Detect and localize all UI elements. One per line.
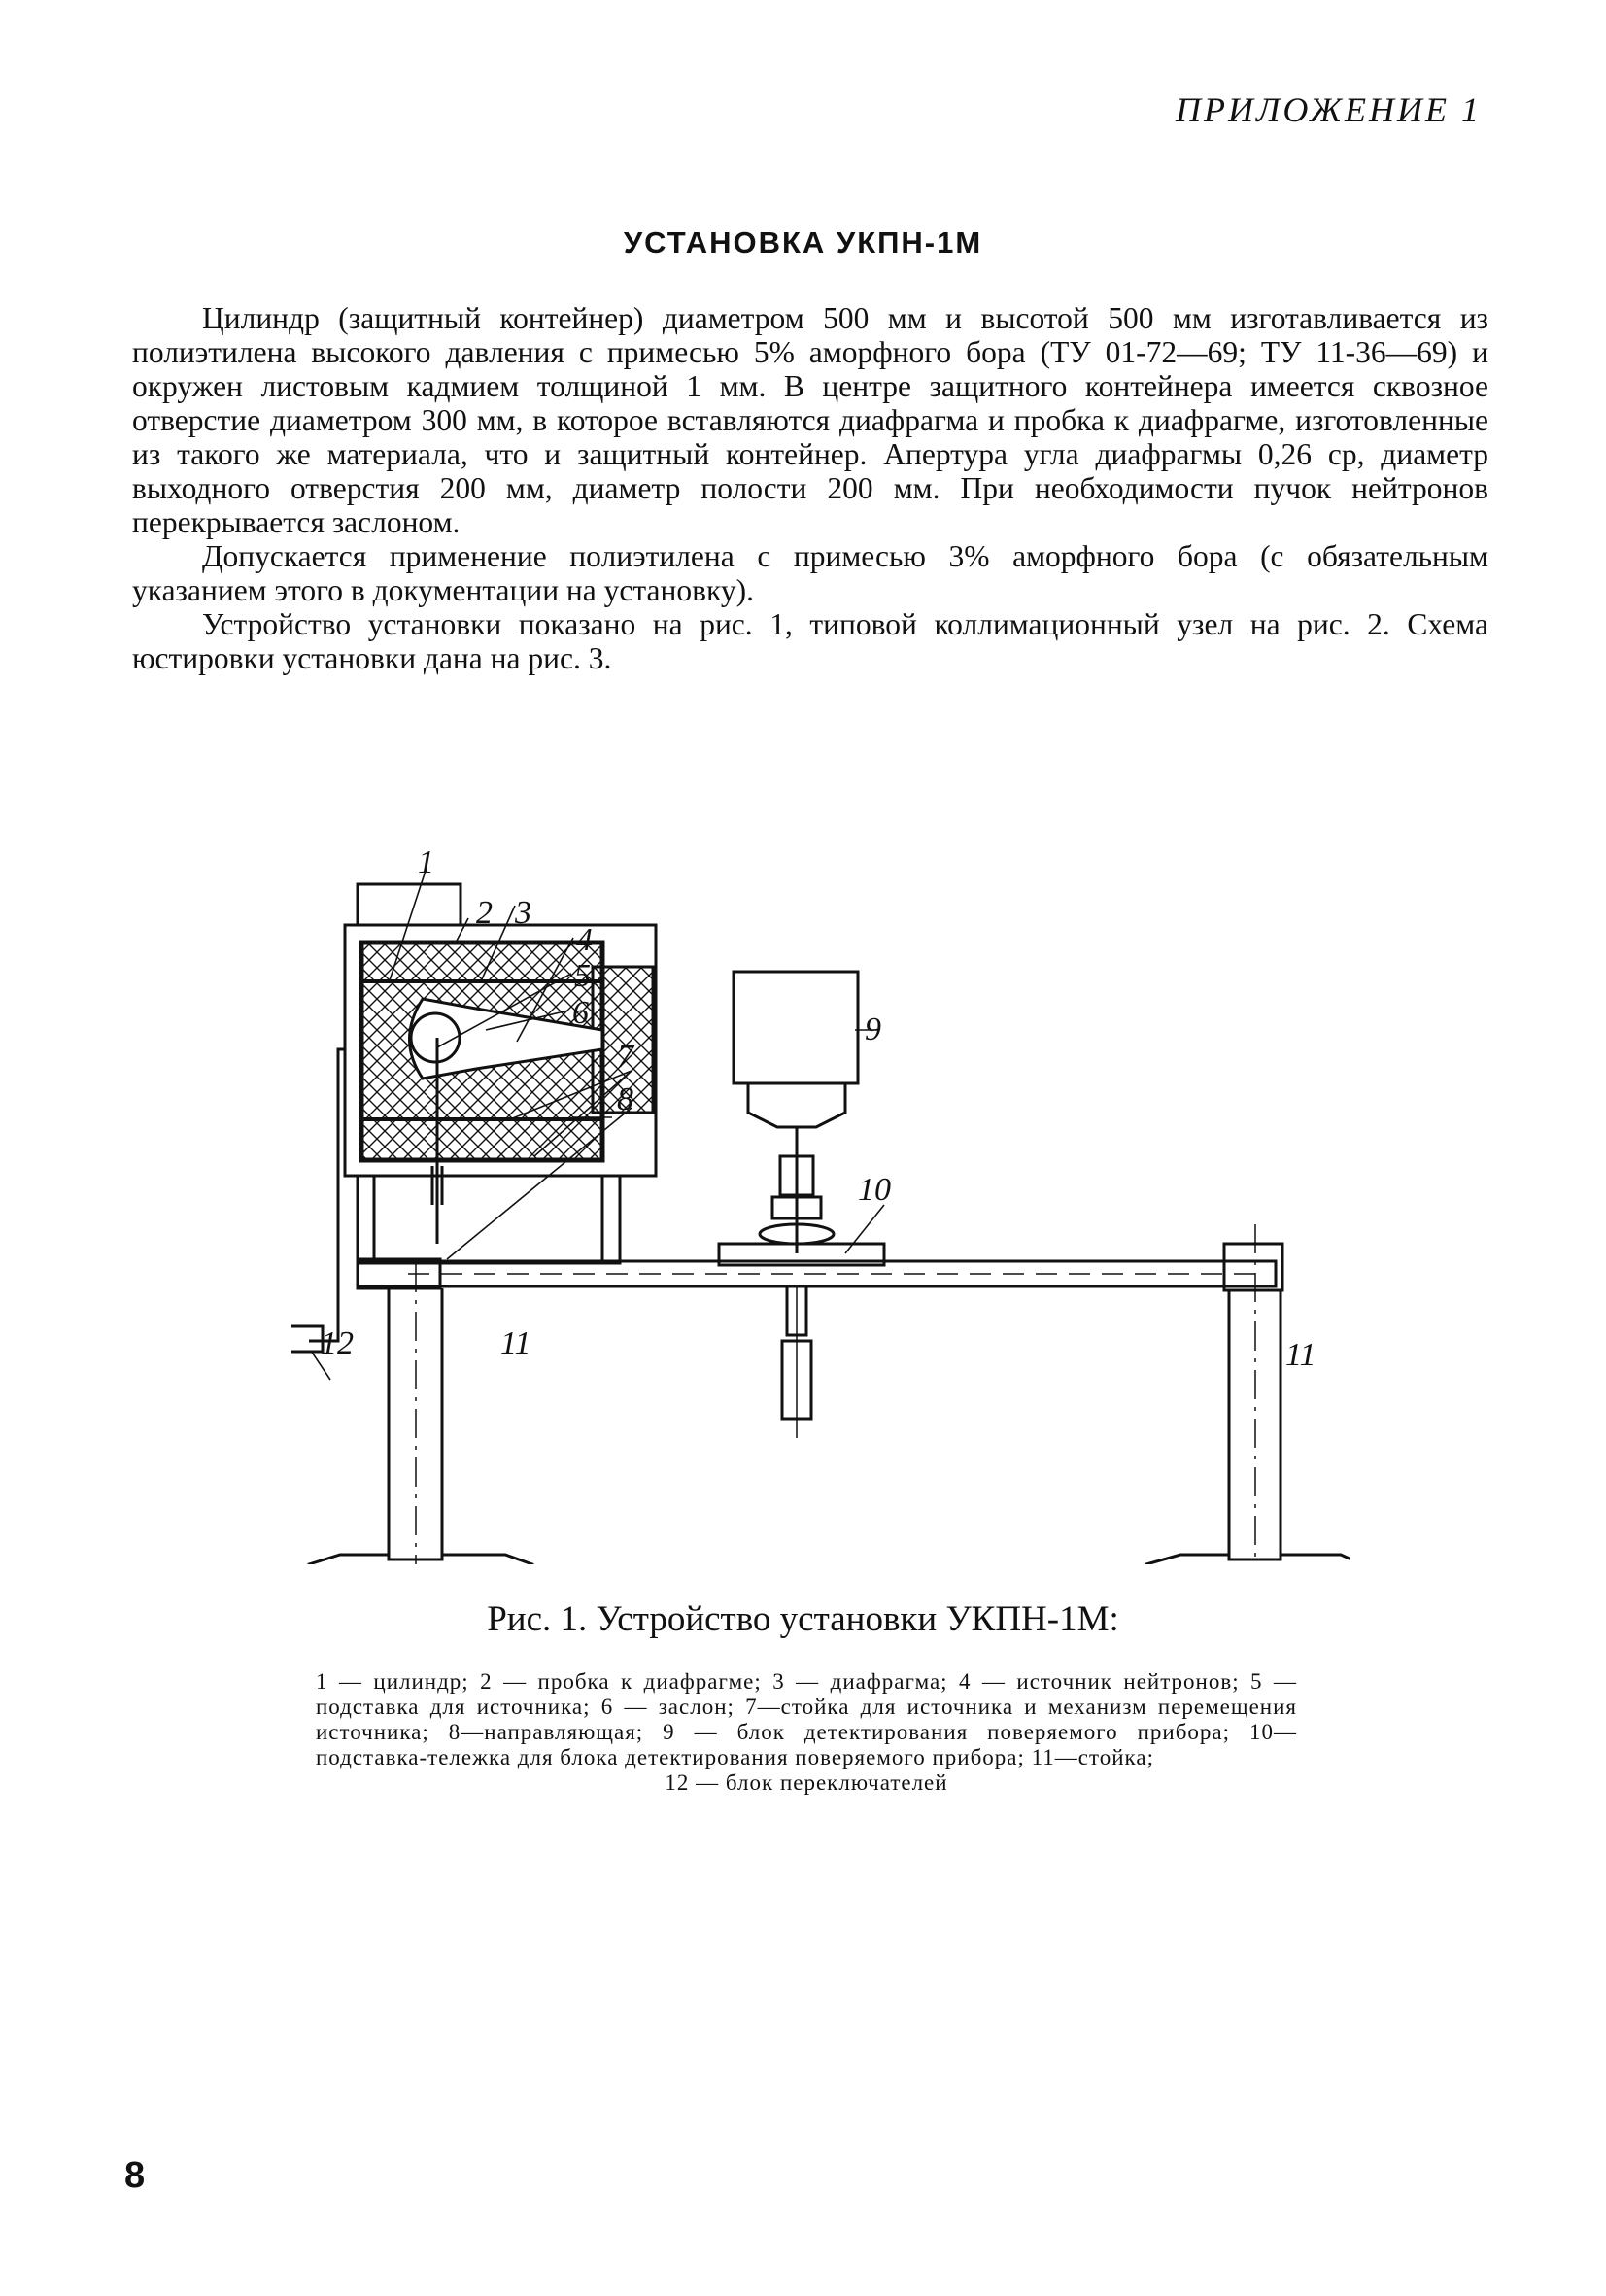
callout: 2 xyxy=(476,895,493,931)
left-base xyxy=(309,1555,532,1564)
document-title: УСТАНОВКА УКПН-1М xyxy=(623,225,983,259)
installation-drawing-svg xyxy=(291,836,1350,1564)
figure-caption: Рис. 1. Устройство установки УКПН-1М: xyxy=(487,1599,1119,1639)
detector-block xyxy=(734,972,858,1083)
callout: 12 xyxy=(321,1325,354,1361)
figure-legend-last: 12 — блок переключателей xyxy=(665,1770,948,1795)
callout: 11 xyxy=(1285,1337,1316,1373)
figure-legend-main: 1 — цилиндр; 2 — пробка к диафрагме; 3 — диафрагма; 4 — источник нейтронов; 5 — подставка для источника; 6 — заслон; 7—стойка для источника и механизм перемещения источника; 8—направляющая; 9 — блок детектирования поверяемого прибора; 10—подставка-тележка для блока детектирования поверяемого прибора; 11—стойка; xyxy=(316,1669,1297,1769)
paragraph: Цилиндр (защитный контейнер) диаметром 500 мм и высотой 500 мм изготавливается из полиэтилена высокого давления с примесью 5% аморфного бора (ТУ 01-72—69; ТУ 11-36—69) и окружен листовым кадмием толщиной 1 мм. В центре защитного контейнера имеется сквозное отверстие диаметром 300 мм, в которое вставляются диафрагма и пробка к диафрагме, изготовленные из такого же материала, что и защитный контейнер. Апертура угла диафрагмы 0,26 ср, диаметр выходного отверстия 200 мм, диаметр полости 200 мм. При необходимости пучок нейтронов перекрывается заслоном. xyxy=(132,301,1488,539)
callout: 9 xyxy=(865,1011,881,1047)
appendix-heading: ПРИЛОЖЕНИЕ 1 xyxy=(1176,90,1482,129)
callout: 3 xyxy=(515,895,531,931)
callout: 7 xyxy=(617,1039,633,1075)
right-base xyxy=(1146,1555,1350,1564)
callout: 1 xyxy=(418,844,434,880)
installation-drawing xyxy=(291,836,1350,1564)
paragraph: Устройство установки показано на рис. 1, типовой коллимационный узел на рис. 2. Схема юстировки установки дана на рис. 3. xyxy=(132,607,1488,675)
paragraph: Допускается применение полиэтилена с примесью 3% аморфного бора (с обязательным указанием этого в документации на установку). xyxy=(132,539,1488,607)
cable xyxy=(309,1049,345,1341)
figure-legend xyxy=(316,1669,1297,1796)
body-text xyxy=(132,301,1488,675)
callout: 6 xyxy=(572,995,589,1031)
switch-block xyxy=(291,1326,323,1352)
callout: 8 xyxy=(617,1081,633,1117)
right-post-cap xyxy=(1224,1244,1282,1290)
callout: 10 xyxy=(858,1172,891,1208)
callout: 5 xyxy=(574,958,591,994)
page-number: 8 xyxy=(124,2155,146,2196)
callout: 11 xyxy=(500,1325,531,1361)
lower-frame xyxy=(358,1176,620,1263)
callout: 4 xyxy=(576,922,593,958)
